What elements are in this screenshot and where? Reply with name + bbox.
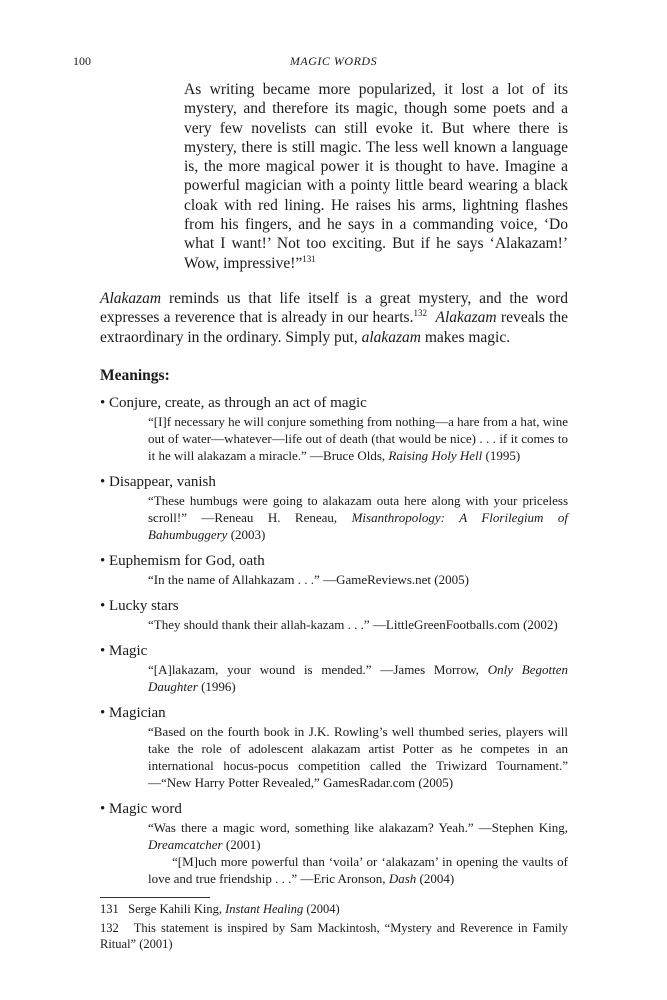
footnote-number: 131 — [100, 901, 119, 916]
paragraph-text: makes magic. — [421, 328, 511, 346]
meaning-quote: “Was there a magic word, something like alakazam? Yeah.” —Stephen King, Dreamcatcher (2001) — [148, 819, 568, 852]
meaning-entry — [100, 704, 568, 791]
meaning-quote: “[A]lakazam, your wound is mended.” —James Morrow, Only Begotten Daughter (1996) — [148, 661, 568, 694]
meaning-entry — [100, 552, 568, 588]
meaning-entry — [100, 800, 568, 887]
meaning-entry — [100, 473, 568, 543]
meaning-entry — [100, 642, 568, 695]
meaning-quote: “They should thank their allah-kazam . . .” —LittleGreenFootballs.com (2002) — [148, 616, 558, 632]
keyword: Alakazam — [435, 309, 497, 327]
meaning-term: • Magic word — [100, 800, 182, 817]
work-title: Misanthropology: A Florilegium of Bahumbuggery — [148, 509, 568, 542]
meaning-term: • Magic — [100, 642, 148, 659]
footnote-ref-131: 131 — [302, 253, 316, 264]
footnote-ref-132: 132 — [413, 308, 427, 319]
block-quote-text: As writing became more popularized, it lost a lot of its mystery, and therefore its magic, though some poets and a very few novelists can still evoke it. But where there is mystery, there is still magic. The less well known a language is, the more magical power it is thought to have. Imagine a powerful magician with a pointy little beard wearing a black cloak with red lining. He raises his arms, lightning flashes from his fingers, and he says in a commanding voice, ‘Do what I want!’ Not too exciting. But if he says ‘Alakazam!’ Wow, impressive!” — [184, 81, 568, 272]
work-title: Raising Holy Hell — [388, 447, 483, 463]
footnote-number: 132 — [100, 920, 119, 935]
body-paragraph — [100, 289, 568, 347]
meaning-quote: “These humbugs were going to alakazam outa here along with your priceless scroll!” —Reneau H. Reneau, Misanthropology: A Florilegium of Bahumbuggery (2003) — [148, 492, 568, 542]
meaning-term: • Magician — [100, 704, 166, 721]
meaning-quote: “Based on the fourth book in J.K. Rowling’s well thumbed series, players will take the role of adolescent alakazam artist Potter as he competes in an international hocus-pocus competition called the Triwizard Tournament.” —“New Harry Potter Revealed,” GamesRadar.com (2005) — [148, 723, 568, 790]
meaning-quote: “[I]f necessary he will conjure something from nothing—a hare from a hat, wine out of water—whatever—life out of death (that would be nice) . . . if it comes to it he will alakazam a miracle.” —Bruce Olds, Raising Holy Hell (1995) — [148, 413, 568, 463]
meaning-entry — [100, 394, 568, 464]
meaning-term: • Disappear, vanish — [100, 473, 216, 490]
work-title: Instant Healing — [225, 901, 304, 916]
meaning-term: • Lucky stars — [100, 597, 179, 614]
work-title: Dreamcatcher — [148, 836, 223, 852]
meaning-entry — [100, 597, 568, 633]
work-title: Only Begotten Daughter — [148, 661, 568, 694]
keyword: alakazam — [361, 328, 421, 346]
page-body — [100, 80, 568, 952]
paragraph-text: reveals the extraordinary in the ordinary. Simply put, — [100, 309, 569, 346]
paragraph-text: reminds us that life itself is a great mystery, and the word expresses a reverence that is already in our hearts. — [100, 289, 568, 327]
meaning-term: • Euphemism for God, oath — [100, 552, 265, 569]
footnote: 131 Serge Kahili King, Instant Healing (2004) — [100, 901, 340, 916]
meaning-quote: “In the name of Allahkazam . . .” —GameReviews.net (2005) — [148, 571, 469, 587]
page-number: 100 — [73, 54, 91, 68]
block-quote — [184, 80, 568, 273]
running-header — [0, 54, 667, 70]
meanings-heading: Meanings: — [100, 366, 170, 384]
meaning-quote: “[M]uch more powerful than ‘voila’ or ‘alakazam’ in opening the vaults of love and true friendship . . .” —Eric Aronson, Dash (2004) — [148, 853, 568, 886]
footnote: 132 This statement is inspired by Sam Mackintosh, “Mystery and Reverence in Family Ritual” (2001) — [100, 920, 568, 951]
running-title: MAGIC WORDS — [289, 54, 378, 68]
footnote-divider — [100, 897, 210, 898]
work-title: Dash — [388, 870, 417, 886]
keyword: Alakazam — [100, 289, 162, 307]
meaning-term: • Conjure, create, as through an act of magic — [100, 394, 367, 411]
